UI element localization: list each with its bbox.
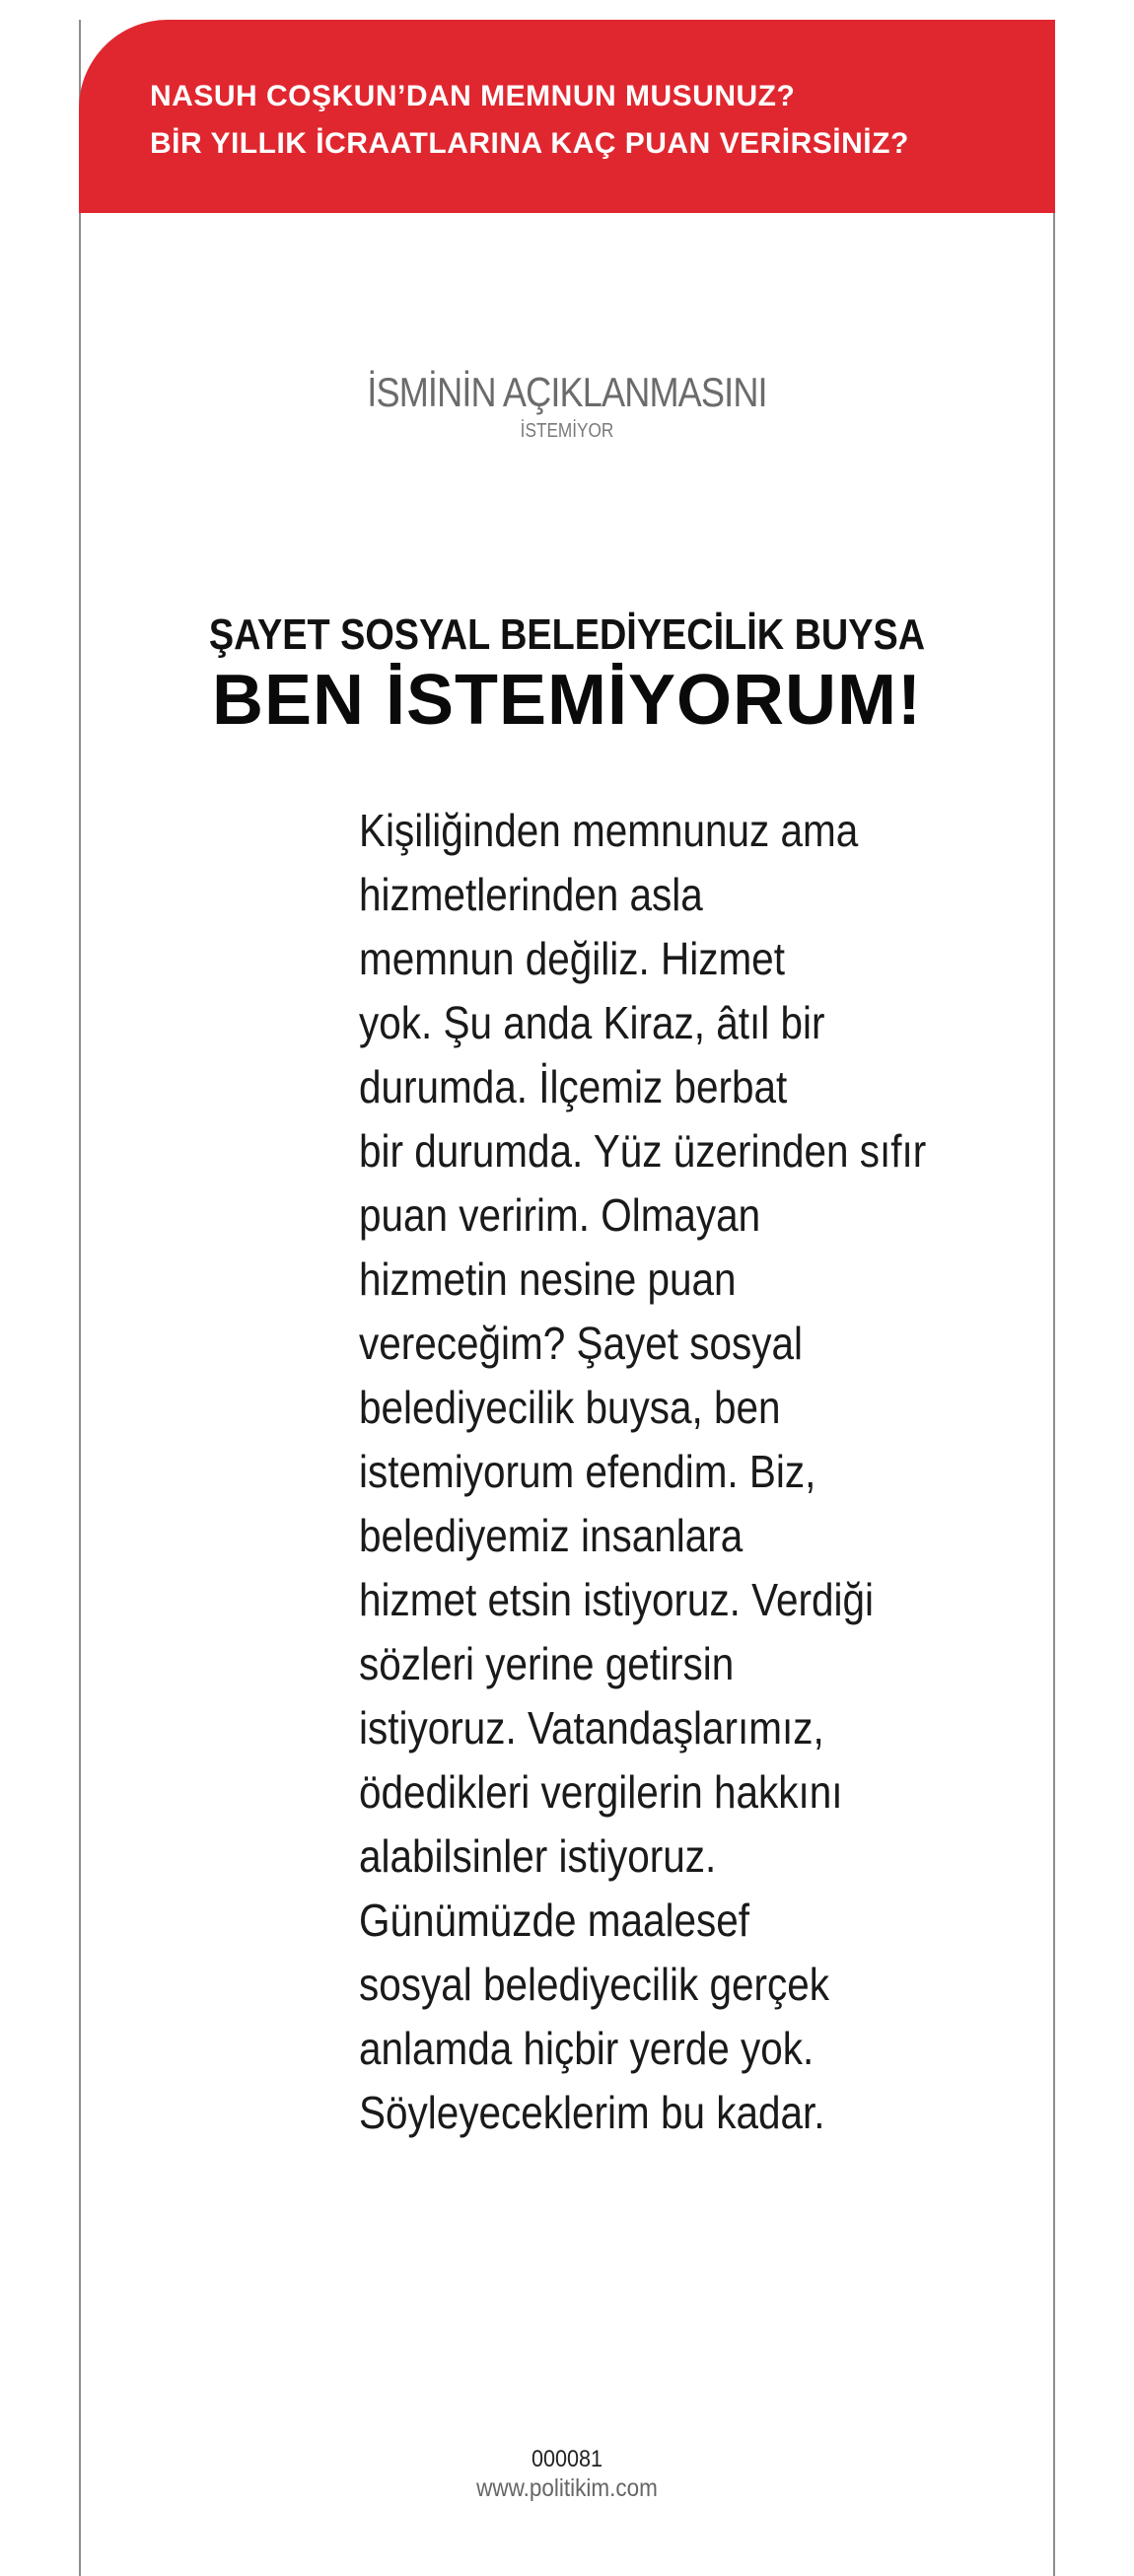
body-line: Günümüzde maalesef <box>359 1895 750 1946</box>
respondent-block <box>0 367 1134 444</box>
body-line: Söyleyeceklerim bu kadar. <box>359 2087 825 2138</box>
body-line: sözleri yerine getirsin <box>359 1638 735 1689</box>
respondent-subtitle: İSTEMİYOR <box>520 420 614 442</box>
website-link[interactable]: www.politikim.com <box>476 2474 658 2502</box>
body-line: bir durumda. Yüz üzerinden sıfır <box>359 1125 927 1177</box>
headline-title: BEN İSTEMİYORUM! <box>211 661 922 740</box>
body-line: hizmetlerinden asla <box>359 869 703 920</box>
body-line: istiyoruz. Vatandaşlarımız, <box>359 1702 824 1753</box>
body-line: hizmet etsin istiyoruz. Verdiği <box>359 1574 874 1625</box>
page-footer <box>0 2446 1134 2503</box>
answer-body <box>359 799 970 2145</box>
body-line: belediyemiz insanlara <box>359 1510 744 1561</box>
body-line: memnun değiliz. Hizmet <box>359 933 785 984</box>
body-line: alabilsinler istiyoruz. <box>359 1830 717 1882</box>
respondent-name: İSMİNİN AÇIKLANMASINI <box>367 369 767 415</box>
banner-question-line-1: NASUH COŞKUN’DAN MEMNUN MUSUNUZ? <box>150 80 796 112</box>
body-line: belediyecilik buysa, ben <box>359 1382 781 1433</box>
body-line: istemiyorum efendim. Biz, <box>359 1446 816 1497</box>
body-line: hizmetin nesine puan <box>359 1253 737 1305</box>
body-line: ödedikleri vergilerin hakkını <box>359 1766 843 1818</box>
body-line: sosyal belediyecilik gerçek <box>359 1959 829 2010</box>
headline-subtitle: ŞAYET SOSYAL BELEDİYECİLİK BUYSA <box>208 610 926 659</box>
body-line: vereceğim? Şayet sosyal <box>359 1318 803 1369</box>
body-line: Kişiliğinden memnunuz ama <box>359 805 859 856</box>
body-line: puan veririm. Olmayan <box>359 1189 761 1241</box>
body-line: durumda. İlçemiz berbat <box>359 1061 788 1112</box>
banner-question-line-2: BİR YILLIK İCRAATLARINA KAÇ PUAN VERİRSİNİZ? <box>150 127 909 160</box>
question-banner <box>79 20 1055 213</box>
headline-block <box>0 608 1134 742</box>
page-code: 000081 <box>531 2446 603 2472</box>
body-line: yok. Şu anda Kiraz, âtıl bir <box>359 997 825 1048</box>
body-line: anlamda hiçbir yerde yok. <box>359 2023 815 2074</box>
